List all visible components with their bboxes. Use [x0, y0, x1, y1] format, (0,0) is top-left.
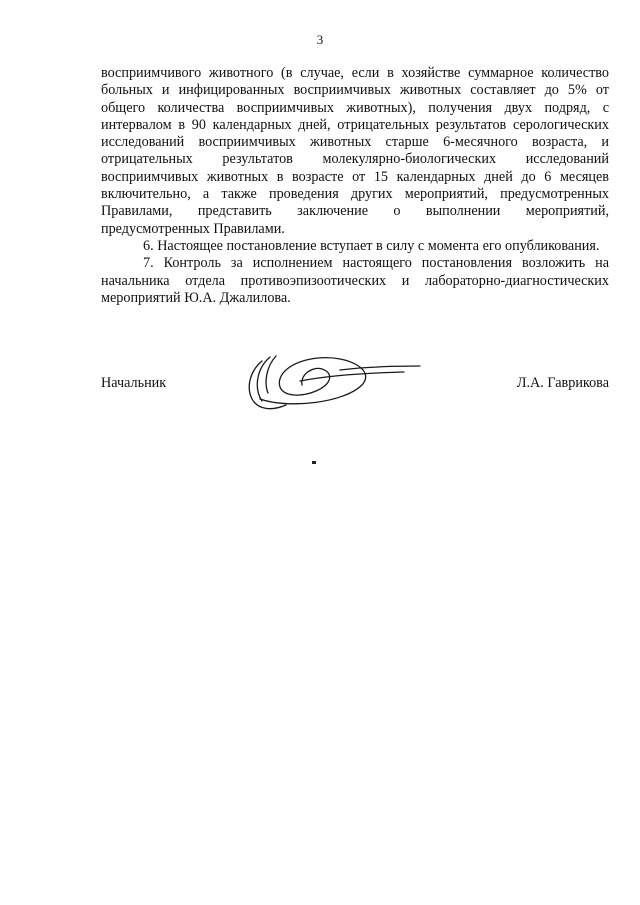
- paragraph-item-7: 7. Контроль за исполнением настоящего постановления возложить на начальника отдела противоэпизоотических и лабораторно-диагностических мероприятий Ю.А. Джалилова.: [101, 255, 609, 306]
- paragraph-item-6: 6. Настоящее постановление вступает в силу с момента его опубликования.: [143, 237, 600, 254]
- handwritten-signature: [236, 353, 426, 417]
- paragraph-continuation: восприимчивого животного (в случае, если в хозяйстве суммарное количество больных и инфицированных восприимчивых животных составляет до 5% от общего количества восприимчивых животных), получения двух подряд, с интервалом в 90 календарных дней, отрицательных результатов серологических исследований восприимчивых животных старше 6-месячного возраста, и отрицательных результатов молекулярно-биологических исследований восприимчивых животных в возрасте от 15 календарных дней до 6 месяцев включительно, а также проведения других мероприятий, предусмотренных Правилами, представить заключение о выполнении мероприятий, предусмотренных Правилами.: [101, 65, 609, 237]
- signatory-name: Л.А. Гаврикова: [516, 375, 609, 391]
- document-body: [101, 65, 609, 307]
- signatory-title: Начальник: [101, 375, 167, 391]
- scan-speck: [312, 461, 316, 464]
- signature-block: [101, 372, 609, 432]
- page-number: 3: [316, 32, 324, 47]
